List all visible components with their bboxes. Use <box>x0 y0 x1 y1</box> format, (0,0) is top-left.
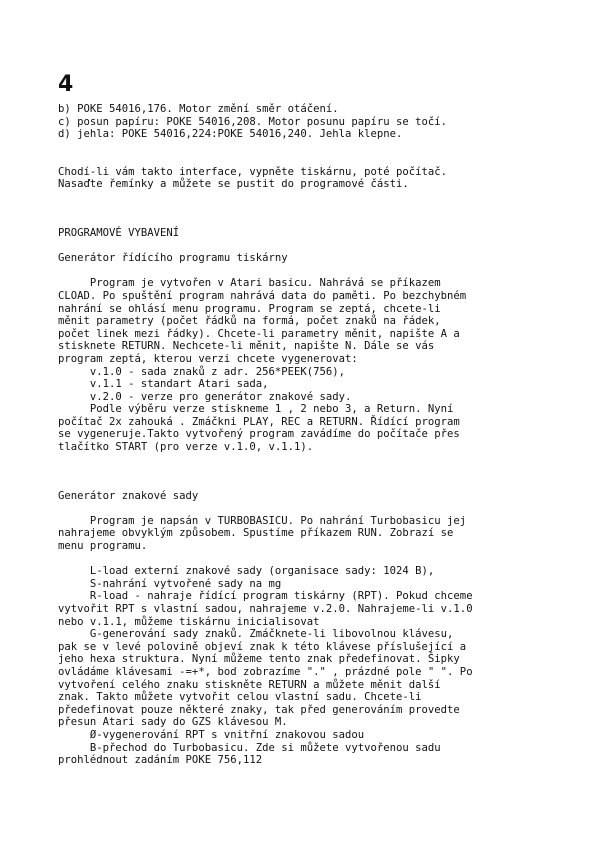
text-line: Chodí-li vám takto interface, vypněte tiskárnu, poté počítač. <box>58 165 448 178</box>
menu-line: jeho hexa struktura. Nyní můžeme tento znak předefinovat. Šipky <box>58 653 460 666</box>
menu-line: vytvořit RPT s vlastní sadou, nahrajeme v.2.0. Nahrajeme-li v.1.0 <box>58 603 473 615</box>
text-line: program zeptá, kterou verzi chcete vygenerovat: <box>58 352 358 365</box>
text-line: se vygeneruje.Takto vytvořený program zavádíme do počítače přes <box>58 428 460 441</box>
menu-line: Ø-vygenerování RPT s vnitřní znakovou sadou <box>58 728 365 741</box>
menu-description <box>58 565 558 767</box>
text-line: CLOAD. Po spuštění program nahrává data do paměti. Po bezchybném <box>58 289 467 302</box>
generator-paragraph-2 <box>58 403 558 453</box>
menu-line: vytvoření celého znaku stiskněte RETURN a můžete měnit další <box>58 678 441 691</box>
menu-line: L-load externí znakové sady (organisace sady: 1024 B), <box>58 565 435 578</box>
text-line: nahrajeme obvyklým způsobem. Spustíme příkazem RUN. Zobrazí se <box>58 527 454 540</box>
generator-paragraph-1 <box>58 277 558 365</box>
text-line: menu programu. <box>58 540 148 553</box>
text-line: Nasaďte řemínky a můžete se pustit do programové části. <box>58 178 409 191</box>
text-line: nahrání se ohlásí menu programu. Program se zeptá, chcete-li <box>58 302 441 315</box>
text-line: tlačítko START (pro verze v.1.0, v.1.1). <box>58 441 314 454</box>
menu-line: S-nahrání vytvořené sady na mg <box>58 577 282 590</box>
text-line: c) posun papíru: POKE 54016,208. Motor posunu papíru se točí. <box>58 115 448 128</box>
text-line: počítač 2x zahouká . Zmáčkni PLAY, REC a RETURN. Řídící program <box>58 415 460 428</box>
menu-line: ovládáme klávesami -=+*, bod zobrazíme "." , prázdné pole " ". Po <box>58 665 473 678</box>
text-line: Program je vytvořen v Atari basicu. Nahrává se příkazem <box>58 277 441 290</box>
version-item: v.1.1 - standart Atari sada, <box>58 378 269 391</box>
menu-line: prohlédnout zadáním POKE 756,112 <box>58 754 263 767</box>
menu-line: přesun Atari sady do GZS klávesou M. <box>58 716 288 729</box>
version-item: v.2.0 - verze pro generátor znakové sady. <box>58 390 352 403</box>
text-line: b) POKE 54016,176. Motor změní směr otáčení. <box>58 103 339 115</box>
text-line: stisknete RETURN. Nechcete-li měnit, napište N. Dále se vás <box>58 340 435 353</box>
menu-line: B-přechod do Turbobasicu. Zde si můžete vytvořenou sadu <box>58 741 441 754</box>
version-list <box>58 366 558 404</box>
znakove-heading: Generátor znakové sady <box>58 489 199 502</box>
generator-heading: Generátor řídícího programu tiskárny <box>58 252 288 265</box>
document-body <box>58 103 558 767</box>
version-item: v.1.0 - sada znaků z adr. 256*PEEK(756), <box>58 365 346 378</box>
znakove-paragraph-1 <box>58 515 558 553</box>
menu-line: G-generování sady znaků. Zmáčknete-li libovolnou klávesu, <box>58 628 454 641</box>
page-number: 4 <box>58 72 74 97</box>
menu-line: znak. Takto můžete vytvořit celou vlastní sadu. Chcete-li <box>58 691 422 704</box>
menu-line: předefinovat pouze některé znaky, tak před generováním provedte <box>58 703 460 716</box>
intro-paragraph <box>58 166 558 191</box>
section-title: PROGRAMOVÉ VYBAVENÍ <box>58 226 180 239</box>
text-line: Podle výběru verze stiskneme 1 , 2 nebo 3, a Return. Nyní <box>58 403 454 416</box>
text-line: Program je napsán v TURBOBASICU. Po nahrání Turbobasicu jej <box>58 514 467 527</box>
menu-line: nebo v.1.1, můžeme tiskárnu inicialisovat <box>58 615 320 628</box>
motor-commands <box>58 103 558 141</box>
menu-line: pak se v levé polovině objeví znak k této klávese příslušející a <box>58 640 467 653</box>
menu-line: R-load - nahraje řídící program tiskárny (RPT). Pokud chceme <box>58 590 473 603</box>
text-line: d) jehla: POKE 54016,224:POKE 54016,240. Jehla klepne. <box>58 128 403 141</box>
text-line: měnit parametry (počet řádků na formá, počet znaků na řádek, <box>58 315 441 328</box>
text-line: počet linek mezi řádky). Chcete-li parametry měnit, napište A a <box>58 327 460 340</box>
